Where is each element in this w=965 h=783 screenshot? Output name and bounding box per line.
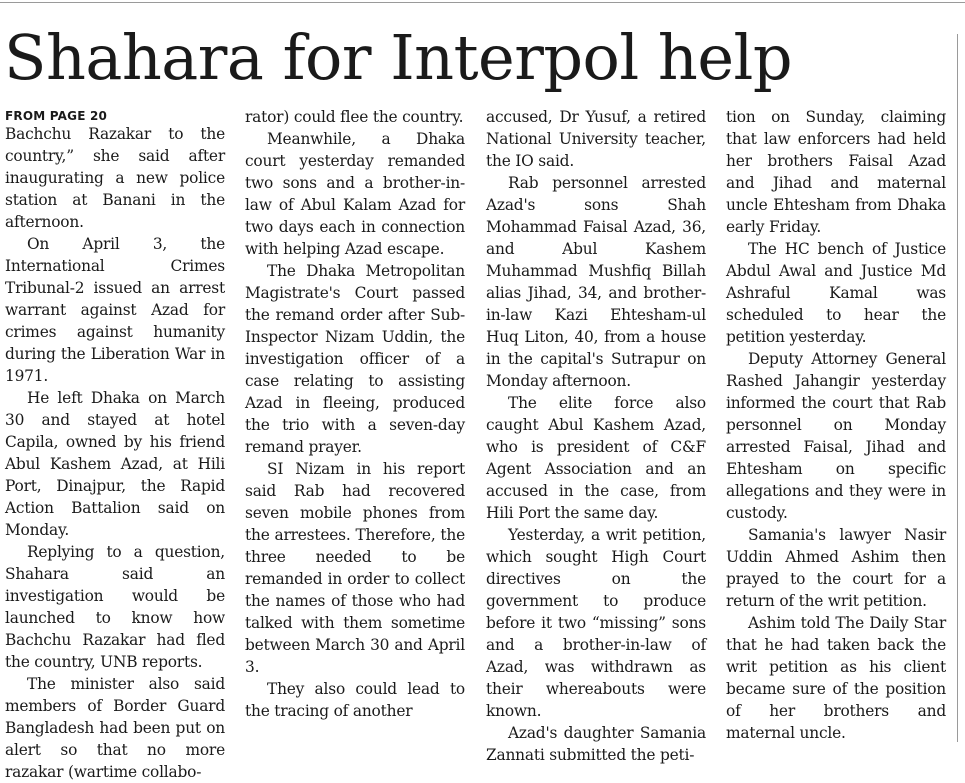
paragraph: Deputy Attorney General Rashed Jahangir yesterday informed the court that Rab personnel on Monday arrested Faisal, Jihad and Ehtesham on specific allegations and they were in custody. xyxy=(726,350,946,522)
paragraph: Yesterday, a writ petition, which sought High Court directives on the government to produce before it two “missing” sons and a brother-in-law of Azad, was withdrawn as their whereabouts were known. xyxy=(486,526,706,720)
paragraph: Meanwhile, a Dhaka court yesterday remanded two sons and a brother-in-law of Abul Kalam Azad for two days each in connection with helping Azad escape. xyxy=(245,130,465,258)
paragraph: Ashim told The Daily Star that he had taken back the writ petition as his client became sure of the position of her brothers and maternal uncle. xyxy=(726,614,946,742)
paragraph: rator) could flee the country. xyxy=(245,108,464,126)
paragraph: SI Nizam in his report said Rab had recovered seven mobile phones from the arrestees. Therefore, the three needed to be remanded in order to collect the names of those who had talked with them sometime between March 30 and April 3. xyxy=(245,460,465,676)
paragraph: On April 3, the International Crimes Tribunal-2 issued an arrest warrant against Azad for crimes against humanity during the Liberation War in 1971. xyxy=(5,235,225,385)
kicker: FROM PAGE 20 xyxy=(5,109,108,123)
paragraph: The Dhaka Metropolitan Magistrate's Court passed the remand order after Sub-Inspector Nizam Uddin, the investigation officer of a case relating to assisting Azad in fleeing, produced the trio with a seven-day remand prayer. xyxy=(245,262,465,456)
paragraph: Azad's daughter Samania Zannati submitted the peti- xyxy=(486,724,706,764)
paragraph: Samania's lawyer Nasir Uddin Ahmed Ashim then prayed to the court for a return of the writ petition. xyxy=(726,526,946,610)
top-rule xyxy=(0,2,965,3)
article-column-2 xyxy=(245,106,465,742)
article-column-4 xyxy=(726,106,946,742)
paragraph: They also could lead to the tracing of another xyxy=(245,680,465,720)
paragraph: The HC bench of Justice Abdul Awal and Justice Md Ashraful Kamal was scheduled to hear the petition yesterday. xyxy=(726,240,946,346)
paragraph: The minister also said members of Border Guard Bangladesh had been put on alert so that no more razakar (wartime collabo- xyxy=(5,675,225,781)
paragraph: The elite force also caught Abul Kashem Azad, who is president of C&F Agent Association and an accused in the case, from Hili Port the same day. xyxy=(486,394,706,522)
paragraph: Rab personnel arrested Azad's sons Shah Mohammad Faisal Azad, 36, and Abul Kashem Muhammad Mushfiq Billah alias Jihad, 34, and brother-in-law Kazi Ehtesham-ul Huq Liton, 40, from a house in the capital's Sutrapur on Monday afternoon. xyxy=(486,174,706,390)
paragraph: accused, Dr Yusuf, a retired National University teacher, the IO said. xyxy=(486,108,706,170)
paragraph: Bachchu Razakar to the country,” she said after inaugurating a new police station at Banani in the afternoon. xyxy=(5,125,225,231)
headline: Shahara for Interpol help xyxy=(4,21,793,94)
paragraph: He left Dhaka on March 30 and stayed at hotel Capila, owned by his friend Abul Kashem Azad, at Hili Port, Dinajpur, the Rapid Action Battalion said on Monday. xyxy=(5,389,225,539)
article-column-1 xyxy=(5,106,225,781)
column-rule xyxy=(957,34,958,742)
article-column-3 xyxy=(486,106,706,764)
paragraph: tion on Sunday, claiming that law enforcers had held her brothers Faisal Azad and Jihad and maternal uncle Ehtesham from Dhaka early Friday. xyxy=(726,108,946,236)
paragraph: Replying to a question, Shahara said an investigation would be launched to know how Bachchu Razakar had fled the country, UNB reports. xyxy=(5,543,225,671)
